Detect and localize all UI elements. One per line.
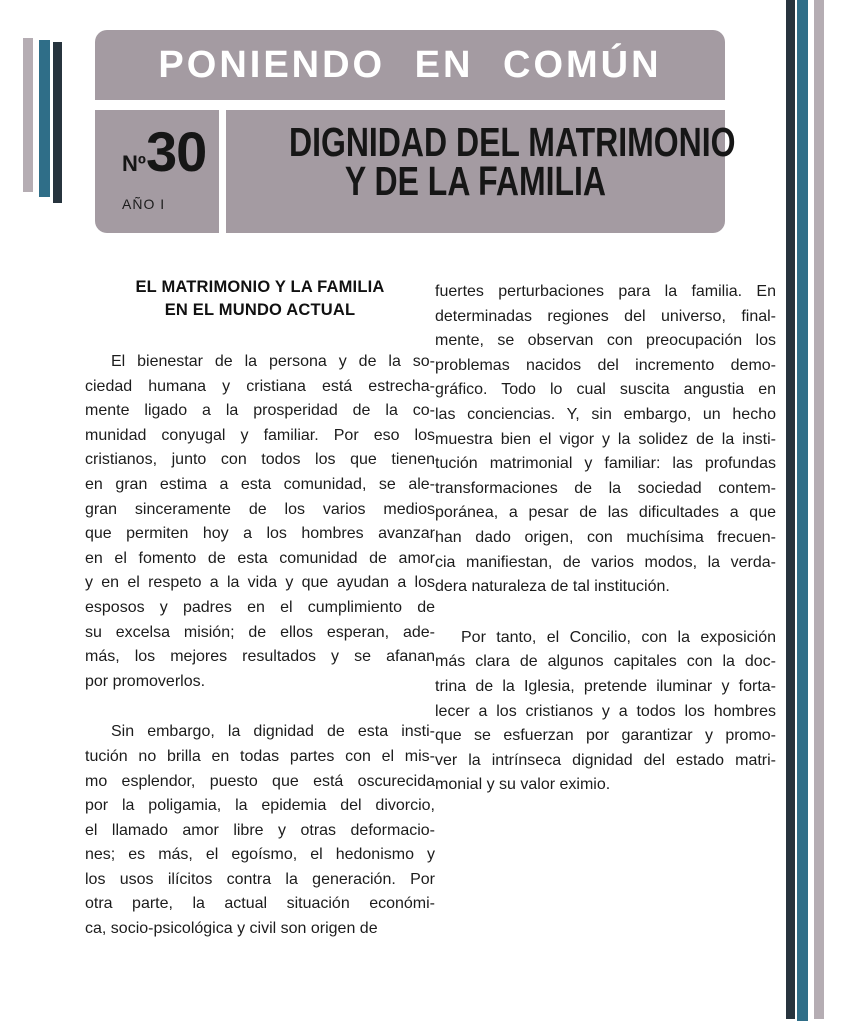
paragraph bbox=[435, 280, 776, 600]
text-line: que se esfuerzan por garantizar y promo- bbox=[435, 727, 776, 745]
text-line: muestra bien el vigor y la solidez de la insti- bbox=[435, 430, 776, 448]
left-accent-bar-gray bbox=[23, 38, 33, 192]
text-line: y en el respeto a la vida y que ayudan a los bbox=[85, 574, 435, 592]
text-line: Sin embargo, la dignidad de esta insti- bbox=[111, 723, 435, 741]
text-line: han dado origen, con muchísima frecuen- bbox=[435, 528, 776, 546]
issue-number: 30 bbox=[145, 120, 207, 183]
right-accent-bar-gray bbox=[814, 0, 824, 1019]
paragraph bbox=[435, 626, 776, 798]
issue-box bbox=[95, 110, 219, 233]
text-line: dera naturaleza de tal institución. bbox=[435, 578, 670, 596]
text-line: más, los mejores resultados y se afanan bbox=[85, 648, 435, 666]
text-line: nes; es más, el egoísmo, el hedonismo y bbox=[85, 846, 435, 864]
text-line: fuertes perturbaciones para la familia. En bbox=[435, 283, 776, 300]
text-line: transformaciones de la sociedad contem- bbox=[435, 479, 776, 497]
right-column bbox=[435, 280, 776, 798]
issue-year: AÑO I bbox=[122, 196, 166, 212]
headline-line-2: Y DE LA FAMILIA bbox=[344, 158, 607, 204]
issue-number-prefix: Nº bbox=[122, 151, 146, 176]
text-line: monial y su valor eximio. bbox=[435, 776, 611, 794]
article-heading bbox=[85, 276, 435, 322]
text-line: gráfico. Todo lo cual suscita angustia en bbox=[435, 381, 776, 399]
text-line: el llamado amor libre y otras deformacio- bbox=[85, 821, 435, 839]
article-heading-line-2: EN EL MUNDO ACTUAL bbox=[164, 301, 356, 319]
masthead-second-row bbox=[95, 110, 736, 233]
text-line: mo esplendor, puesto que está oscurecida bbox=[85, 772, 435, 790]
text-line: El bienestar de la persona y de la so- bbox=[111, 353, 435, 370]
text-line: que permiten hoy a los hombres avanzar bbox=[85, 525, 435, 543]
text-line: otra parte, la actual situación económi- bbox=[85, 895, 435, 913]
issue-number-line bbox=[122, 120, 219, 183]
text-line: por la poligamia, la epidemia del divorcio, bbox=[85, 797, 435, 815]
text-line: gran sinceramente de los varios medios bbox=[85, 500, 435, 518]
left-accent-bar-teal bbox=[39, 40, 50, 197]
text-line: ca, socio-psicológica y civil son origen de bbox=[85, 920, 378, 938]
publication-title: PONIENDO EN COMÚN bbox=[158, 43, 662, 86]
text-line: problemas nacidos del incremento demo- bbox=[435, 356, 776, 374]
text-line: su excelsa misión; de ellos esperan, ade- bbox=[85, 623, 435, 641]
text-line: lecer a los cristianos y a todos los hombres bbox=[435, 702, 776, 720]
text-line: cristianos, junto con todos los que tienen bbox=[85, 451, 435, 469]
text-line: los usos ilícitos contra la generación. Por bbox=[85, 870, 435, 888]
text-line: Por tanto, el Concilio, con la exposición bbox=[461, 628, 776, 646]
text-line: en el fomento de esta comunidad de amor bbox=[85, 549, 435, 567]
headline-line-1: DIGNIDAD DEL MATRIMONIO bbox=[288, 119, 736, 165]
text-line: esposos y padres en el cumplimiento de bbox=[85, 598, 435, 616]
text-line: las conciencias. Y, sin embargo, un hecho bbox=[435, 405, 776, 423]
text-line: determinadas regiones del universo, final- bbox=[435, 307, 776, 325]
text-line: más clara de algunos capitales con la doc- bbox=[435, 653, 776, 671]
paragraph bbox=[85, 350, 435, 694]
text-line: tución no brilla en todas partes con el mis- bbox=[85, 747, 435, 765]
masthead-banner bbox=[95, 30, 725, 100]
right-column-text bbox=[435, 280, 776, 798]
text-line: mente ligado a la prosperidad de la co- bbox=[85, 402, 435, 420]
text-line: cia manifiestan, de varios modos, la verda- bbox=[435, 553, 776, 571]
text-line: munidad conyugal y familiar. Por eso los bbox=[85, 426, 435, 444]
text-line: ciedad humana y cristiana está estrecha- bbox=[85, 377, 435, 395]
left-column-text bbox=[85, 350, 435, 942]
text-line: tución matrimonial y familiar: las profundas bbox=[435, 455, 776, 473]
right-accent-bar-dark bbox=[786, 0, 795, 1019]
headline-box bbox=[226, 110, 736, 233]
article-heading-line-1: EL MATRIMONIO Y LA FAMILIA bbox=[135, 278, 385, 296]
paragraph bbox=[85, 720, 435, 941]
text-line: por promoverlos. bbox=[85, 672, 206, 690]
text-line: mente, se observan con preocupación los bbox=[435, 332, 776, 350]
right-accent-bar-teal bbox=[797, 0, 808, 1021]
text-line: ver la intrínseca dignidad del estado matri- bbox=[435, 751, 776, 769]
left-accent-bar-dark bbox=[53, 42, 62, 203]
text-line: en gran estima a esta comunidad, se ale- bbox=[85, 475, 435, 493]
text-line: poránea, a pesar de las dificultades a que bbox=[435, 504, 776, 522]
left-column bbox=[85, 276, 435, 942]
text-line: trina de la Iglesia, pretende iluminar y forta- bbox=[435, 677, 776, 695]
